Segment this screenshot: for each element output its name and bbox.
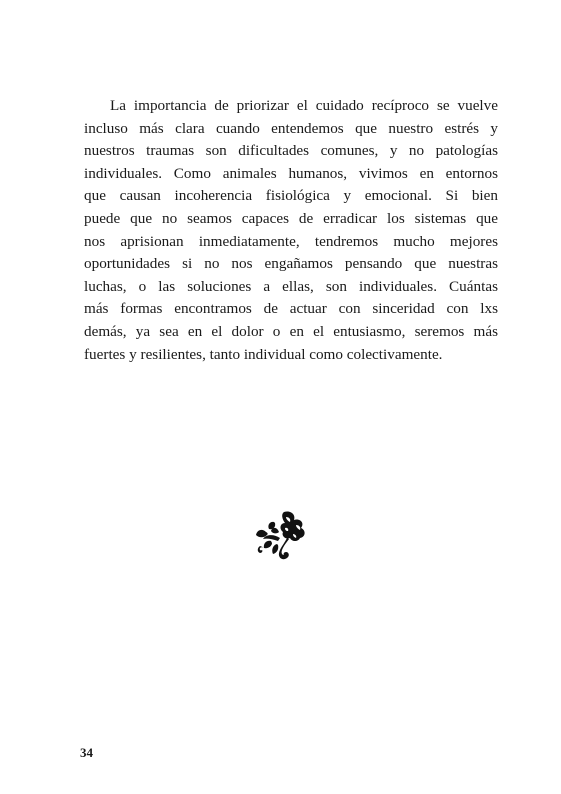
paragraph-line: oportunidades si no nos engañamos pensando que nuestras xyxy=(84,255,498,273)
paragraph-line: individuales. Como animales humanos, vivimos en entornos xyxy=(84,164,498,182)
paragraph-line: nos aprisionan inmediatamente, tendremos mucho mejores xyxy=(84,232,498,250)
paragraph-line: que causan incoherencia fisiológica y emocional. Si bien xyxy=(84,187,498,205)
paragraph-line: luchas, o las soluciones a ellas, son individuales. Cuántas xyxy=(84,277,498,295)
paragraph-line: La importancia de priorizar el cuidado recíproco se vuelve xyxy=(110,97,498,114)
body-paragraph xyxy=(84,95,498,366)
paragraph-line: puede que no seamos capaces de erradicar los sistemas que xyxy=(84,209,498,227)
paragraph-line: fuertes y resilientes, tanto individual como colectivamente. xyxy=(84,345,443,363)
page-number: 34 xyxy=(80,745,93,760)
paragraph-line: incluso más clara cuando entendemos que nuestro estrés y xyxy=(84,119,498,137)
paragraph-line: nuestros traumas son dificultades comunes, y no patologías xyxy=(84,142,498,160)
floral-ornament-icon xyxy=(254,508,308,562)
paragraph-line: más formas encontramos de actuar con sinceridad con lxs xyxy=(84,300,498,318)
paragraph-line: demás, ya sea en el dolor o en el entusiasmo, seremos más xyxy=(84,322,498,340)
